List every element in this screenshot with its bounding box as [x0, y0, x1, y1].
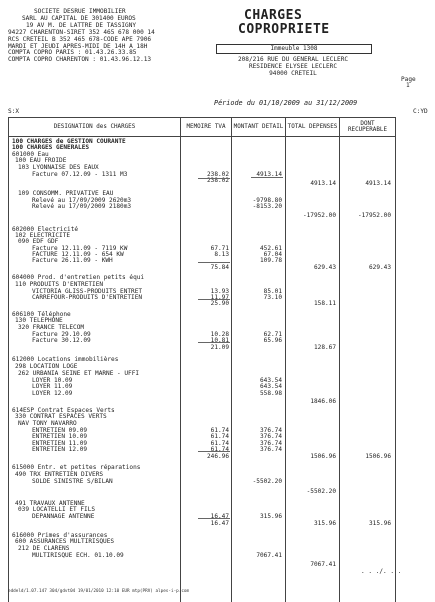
row-designation: 490 TRX ENTRETIEN DIVERS: [15, 471, 104, 478]
company-line: COMPTA COPRO CHARENTON : 01.43.96.12.13: [8, 56, 152, 64]
row-designation: Facture 26.11.09 - KWH: [32, 257, 113, 264]
row-designation: 102 ELECTRICITE: [15, 232, 71, 239]
cell-memoire-tva: 75.84: [210, 264, 229, 271]
company-line: 94227 CHARENTON-SIRET 352 465 678 000 14: [8, 28, 155, 36]
subtotal-rule: [198, 342, 230, 343]
cell-memoire-tva: 10.28: [210, 331, 229, 338]
company-line: MARDI ET JEUDI APRES-MIDI DE 14H A 18H: [8, 42, 148, 50]
cell-montant-detail: 109.78: [259, 257, 282, 264]
row-designation: 262 URBANIA SEINE ET MARNE - UFFI: [18, 370, 140, 377]
cell-total-depenses: 629.43: [313, 264, 336, 271]
col-memoire-tva: MEMOIRE TVA: [181, 118, 232, 137]
subtotal-rule: [251, 177, 283, 178]
row-designation: 090 EDF GDF: [18, 238, 59, 245]
cell-memoire-tva: 25.90: [210, 300, 229, 307]
cell-montant-detail: 376.74: [259, 446, 282, 453]
cell-memoire-tva: 61.74: [210, 433, 229, 440]
row-designation: 039 LOCATELLI ET FILS: [18, 506, 96, 513]
address-line-3: 94000 CRETEIL: [269, 70, 317, 77]
cell-memoire-tva: 238.02: [206, 171, 229, 178]
row-designation: 614ESP Contrat Espaces Verts: [12, 407, 115, 414]
cell-montant-detail: 643.54: [259, 383, 282, 390]
cell-montant-detail: 315.96: [259, 513, 282, 520]
cell-memoire-tva: 8.13: [214, 251, 229, 258]
company-line: SOCIETE DESRUE IMMOBILIER: [34, 8, 126, 15]
cell-montant-detail: 376.74: [259, 440, 282, 447]
row-designation: VICTORIA GLISS-PRODUITS ENTRET: [32, 288, 143, 295]
company-line: RCS CRETEIL B 352 465 678-CODE APE 7906: [8, 35, 152, 43]
row-designation: MULTIRISQUE ECH. 01.10.09: [32, 552, 124, 559]
period: Période du 01/10/2009 au 31/12/2009: [214, 99, 358, 107]
row-designation: 100 CHARGES de GESTION COURANTE: [12, 138, 126, 145]
cell-memoire-tva: 238.02: [206, 177, 229, 184]
row-designation: 103 LYONNAISE DES EAUX: [18, 164, 99, 171]
col-montant-detail: MONTANT DETAIL: [232, 118, 286, 137]
cell-total-depenses: 315.96: [313, 520, 336, 527]
company-line: SARL AU CAPITAL DE 301400 EUROS: [22, 14, 136, 22]
cell-montant-detail: 376.74: [259, 433, 282, 440]
row-designation: 100 EAU FROIDE: [15, 157, 67, 164]
row-designation: Facture 29.10.09: [32, 331, 91, 338]
cell-dont-recuperable: -17952.00: [357, 212, 391, 219]
row-designation: Relevé au 17/09/2009 2620m3: [32, 197, 132, 204]
cell-total-depenses: 128.67: [313, 344, 336, 351]
cell-memoire-tva: 10.81: [210, 337, 229, 344]
row-designation: 110 PRODUITS D'ENTRETIEN: [15, 281, 104, 288]
cell-total-depenses: 158.11: [313, 300, 336, 307]
continued-marker: . . ./. . .: [361, 568, 402, 575]
cell-total-depenses: 1846.06: [310, 398, 336, 405]
row-designation: LOYER 11.09: [32, 383, 73, 390]
row-designation: 612000 Locations immobilières: [12, 356, 119, 363]
cell-dont-recuperable: 1506.96: [365, 453, 391, 460]
subtotal-rule: [198, 178, 230, 179]
cell-memoire-tva: 67.71: [210, 245, 229, 252]
row-designation: 604000 Prod. d'entretien petits équi: [12, 274, 145, 281]
subtotal-rule: [198, 299, 230, 300]
cell-memoire-tva: 11.97: [210, 294, 229, 301]
cell-montant-detail: -8153.20: [252, 203, 282, 210]
subtotal-rule: [198, 451, 230, 452]
row-designation: ENTRETIEN 09.09: [32, 427, 88, 434]
row-designation: Facture 30.12.09: [32, 337, 91, 344]
cell-montant-detail: 73.10: [263, 294, 282, 301]
cell-montant-detail: 558.98: [259, 390, 282, 397]
document-title-line1: CHARGES: [244, 8, 303, 23]
code-right: C:YD: [413, 108, 428, 115]
cell-montant-detail: -9798.80: [252, 197, 282, 204]
row-designation: 330 CONTRAT ESPACES VERTS: [15, 413, 107, 420]
col-dont-recuperable: DONT RECUPERABLE: [340, 118, 396, 137]
cell-montant-detail: 7067.41: [256, 552, 282, 559]
cell-total-depenses: -17952.00: [302, 212, 336, 219]
row-designation: NAV TONY NAVARRO: [18, 420, 77, 427]
cell-montant-detail: 376.74: [259, 427, 282, 434]
cell-montant-detail: 4913.14: [256, 171, 282, 178]
cell-dont-recuperable: 4913.14: [365, 180, 391, 187]
row-designation: 491 TRAVAUX ANTENNE: [15, 500, 85, 507]
subtotal-rule: [198, 518, 230, 519]
document-title-line2: COPROPRIETE: [238, 22, 330, 37]
row-designation: ENTRETIEN 11.09: [32, 440, 88, 447]
row-designation: 602000 Electricité: [12, 226, 79, 233]
page-number: 1: [406, 82, 410, 89]
row-designation: 298 LOCATION LOGE: [15, 363, 78, 370]
code-left: S:X: [8, 108, 20, 115]
building-number: Immeuble 1308: [216, 44, 372, 54]
cell-memoire-tva: 61.74: [210, 427, 229, 434]
row-designation: 212 DE CLARENS: [18, 545, 70, 552]
cell-montant-detail: -5502.20: [252, 478, 282, 485]
row-designation: 100 CHARGES GENERALES: [12, 144, 90, 151]
cell-total-depenses: 4913.14: [310, 180, 336, 187]
row-designation: ENTRETIEN 12.09: [32, 446, 88, 453]
cell-dont-recuperable: 629.43: [368, 264, 391, 271]
cell-memoire-tva: 16.47: [210, 513, 229, 520]
row-designation: 606100 Téléphone: [12, 311, 71, 318]
row-designation: 616000 Primes d'assurances: [12, 532, 108, 539]
table-header: [9, 118, 396, 137]
row-designation: DEPANNAGE ANTENNE: [32, 513, 95, 520]
cell-memoire-tva: 246.96: [206, 453, 229, 460]
row-designation: LOYER 12.09: [32, 390, 73, 397]
row-designation: Relevé au 17/09/2009 2180m3: [32, 203, 132, 210]
row-designation: Facture 07.12.09 - 1311 M3: [32, 171, 128, 178]
cell-dont-recuperable: 315.96: [368, 520, 391, 527]
row-designation: FACTURE 12.11.09 - 654 KW: [32, 251, 124, 258]
page-label: Page: [401, 76, 416, 83]
row-designation: Facture 12.11.09 - 7119 KW: [32, 245, 128, 252]
row-designation: ENTRETIEN 10.09: [32, 433, 88, 440]
cell-total-depenses: 1506.96: [310, 453, 336, 460]
cell-memoire-tva: 21.09: [210, 344, 229, 351]
address-line-2: RESIDENCE ELYSEE LECLERC: [248, 63, 338, 70]
row-designation: LOYER 10.09: [32, 377, 73, 384]
cell-montant-detail: 62.71: [263, 331, 282, 338]
company-line: COMPTA COPRO PARIS : 01.43.26.33.85: [8, 49, 137, 57]
cell-memoire-tva: 16.47: [210, 520, 229, 527]
cell-total-depenses: -5502.20: [306, 488, 336, 495]
cell-montant-detail: 452.61: [259, 245, 282, 252]
row-designation: 601000 Eau: [12, 151, 49, 158]
cell-montant-detail: 85.01: [263, 288, 282, 295]
row-designation: 320 FRANCE TELECOM: [18, 324, 85, 331]
cell-montant-detail: 643.54: [259, 377, 282, 384]
address-line-1: 208/216 RUE DU GENERAL LECLERC: [237, 56, 349, 63]
company-line: 19 AV M. DE LATTRE DE TASSIGNY: [26, 21, 137, 29]
row-designation: 615000 Entr. et petites réparations: [12, 464, 141, 471]
cell-montant-detail: 65.96: [263, 337, 282, 344]
row-designation: 600 ASSURANCES MULTIRISQUES: [15, 538, 115, 545]
col-designation: DESIGNATION des CHARGES: [9, 118, 181, 137]
col-total-depenses: TOTAL DEPENSES: [286, 118, 340, 137]
footer: eddeld/1.07.147 304/gdvt04 19/01/2010 12:10 EUR mtp(PRV) alpes-i-p.com: [8, 589, 190, 594]
cell-total-depenses: 7067.41: [310, 561, 336, 568]
cell-memoire-tva: 13.93: [210, 288, 229, 295]
cell-memoire-tva: 61.74: [210, 446, 229, 453]
cell-montant-detail: 67.04: [263, 251, 282, 258]
cell-memoire-tva: 61.74: [210, 440, 229, 447]
subtotal-rule: [198, 262, 230, 263]
row-designation: CARREFOUR-PRODUITS D'ENTRETIEN: [32, 294, 143, 301]
row-designation: 109 CONSOMM. PRIVATIVE EAU: [18, 190, 114, 197]
row-designation: SOLDE SINISTRE S/BILAN: [32, 478, 113, 485]
row-designation: 130 TELEPHONE: [15, 317, 63, 324]
